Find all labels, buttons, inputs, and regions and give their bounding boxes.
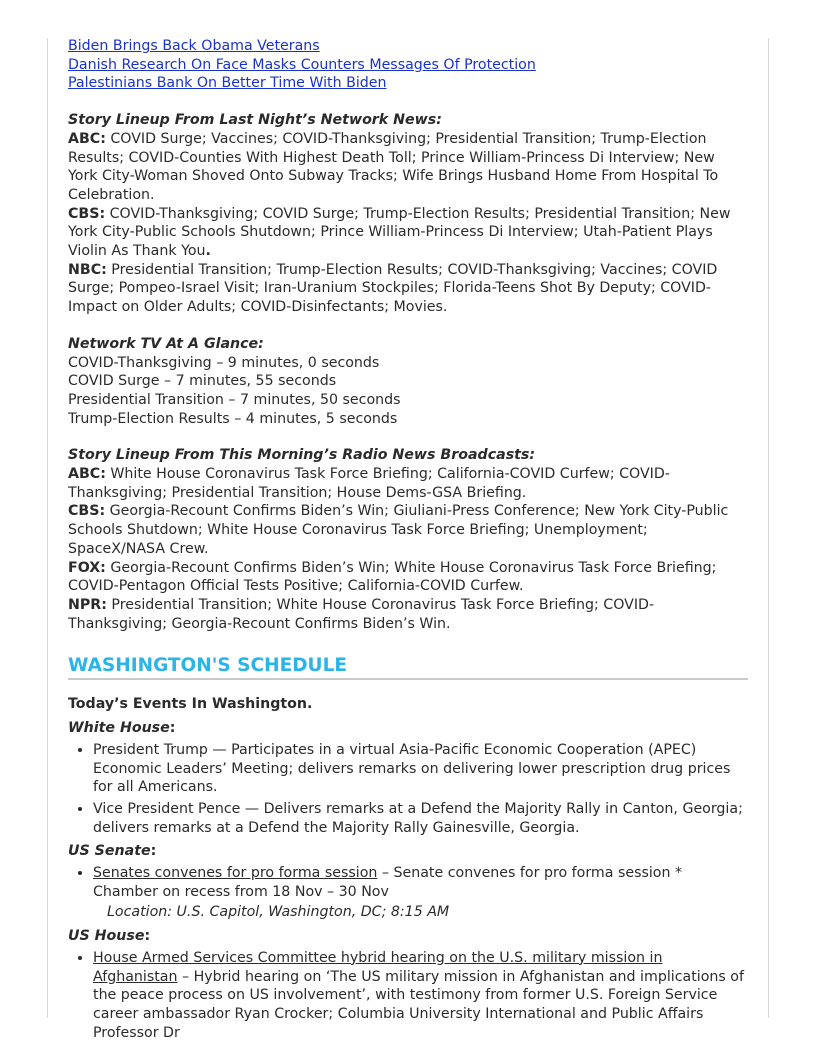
network-abc-entry [68, 130, 748, 205]
radio-cbs-text: Georgia-Recount Confirms Biden’s Win; Giuliani-Press Conference; New York City-Public Schools Shutdown; White House Coronavirus Task Force Briefing; Unemployment; SpaceX/NASA Crew. [68, 503, 729, 557]
radio-npr-label: NPR: [68, 596, 107, 613]
radio-fox-label: FOX: [68, 559, 106, 576]
us-senate-label: US Senate [68, 843, 151, 860]
us-house-list [68, 949, 748, 1043]
glance-heading: Network TV At A Glance: [68, 335, 264, 352]
top-links [68, 37, 748, 93]
glance-line: COVID-Thanksgiving – 9 minutes, 0 seconds [68, 354, 380, 371]
radio-cbs-label: CBS: [68, 503, 106, 520]
network-abc-label: ABC: [68, 130, 106, 147]
list-item [93, 949, 748, 1043]
radio-abc-label: ABC: [68, 466, 106, 483]
us-senate-colon: : [150, 843, 157, 860]
us-house-label: US House [68, 928, 145, 945]
white-house-colon: : [169, 720, 176, 737]
house-hearing-link[interactable]: House Armed Services Committee hybrid hearing on the U.S. military mission in Afghanistan [93, 949, 663, 985]
network-cbs-period: . [205, 243, 211, 260]
radio-news-lineup [68, 446, 748, 633]
white-house-label: White House [68, 720, 170, 737]
network-tv-glance [68, 335, 748, 429]
white-house-heading [68, 719, 748, 738]
senate-session-link[interactable]: Senates convenes for pro forma session [93, 865, 378, 882]
network-news-lineup [68, 111, 748, 317]
network-cbs-label: CBS: [68, 205, 106, 222]
glance-line: Trump-Election Results – 4 minutes, 5 seconds [68, 410, 398, 427]
radio-npr-text: Presidential Transition; White House Coronavirus Task Force Briefing; COVID-Thanksgiving; Georgia-Recount Confirms Biden’s Win. [68, 596, 655, 632]
network-nbc-entry [68, 261, 748, 317]
network-cbs-entry [68, 205, 748, 261]
us-house-colon: : [144, 928, 151, 945]
us-senate-heading [68, 842, 748, 861]
senate-location: Location: U.S. Capitol, Washington, DC; 8:15 AM [107, 904, 450, 921]
network-news-heading: Story Lineup From Last Night’s Network News: [68, 112, 442, 129]
link-biden-obama-veterans[interactable]: Biden Brings Back Obama Veterans [68, 38, 320, 54]
glance-line: COVID Surge – 7 minutes, 55 seconds [68, 373, 337, 390]
radio-abc-text: White House Coronavirus Task Force Briefing; California-COVID Curfew; COVID-Thanksgiving; Presidential Transition; House Dems-GSA Briefing. [68, 466, 670, 501]
washington-schedule-title: WASHINGTON'S SCHEDULE [68, 655, 748, 680]
senate-session-text: – Senate convenes for pro forma session * Chamber on recess from 18 Nov – 30 Nov [93, 865, 683, 900]
house-hearing-text: – Hybrid hearing on ‘The US military mission in Afghanistan and implications of the peace process on US involvement’, with testimony from former U.S. Foreign Service career ambassador Ryan Crocker; Columbia University International and Public Affairs Professor Dr [93, 968, 744, 1041]
network-nbc-text: Presidential Transition; Trump-Election Results; COVID-Thanksgiving; Vaccines; COVID Surge; Pompeo-Israel Visit; Iran-Uranium Stockpiles; Florida-Teens Shot By Deputy; COVID-Impact on Older Adults; COVID-Disinfectants; Movies. [68, 261, 718, 316]
list-item: • Vice President Pence — Delivers remarks at a Defend the Majority Rally in Canton, Georgia; delivers remarks at a Defend the Majority Rally Gainesville, Georgia. [93, 800, 748, 837]
radio-fox-entry [68, 559, 748, 596]
list-item [93, 864, 748, 922]
radio-cbs-entry [68, 502, 748, 558]
newsletter-content [68, 37, 748, 1045]
network-nbc-label: NBC: [68, 261, 107, 278]
network-cbs-text: COVID-Thanksgiving; COVID Surge; Trump-Election Results; Presidential Transition; New York City-Public Schools Shutdown; Prince William-Princess Di Interview; Utah-Patient Plays Violin As Thank You [68, 205, 731, 260]
list-item: • President Trump — Participates in a virtual Asia-Pacific Economic Cooperation (APEC) Economic Leaders’ Meeting; delivers remarks on delivering lower prescription drug prices for all Americans. [93, 741, 748, 797]
left-page-rule [47, 38, 48, 1018]
us-senate-list [68, 864, 748, 922]
link-danish-face-masks[interactable]: Danish Research On Face Masks Counters Messages Of Protection [68, 56, 536, 73]
radio-heading: Story Lineup From This Morning’s Radio News Broadcasts: [68, 447, 536, 464]
network-abc-text: COVID Surge; Vaccines; COVID-Thanksgiving; Presidential Transition; Trump-Election Results; COVID-Counties With Highest Death Toll; Prince William-Princess Di Interview; New York City-Woman Shoved Onto Subway Tracks; Wife Brings Husband Home From Hospital To Celebration. [68, 130, 719, 203]
radio-fox-text: Georgia-Recount Confirms Biden’s Win; White House Coronavirus Task Force Briefing; COVID-Pentagon Official Tests Positive; California-COVID Curfew. [68, 559, 717, 595]
white-house-list [68, 741, 748, 838]
radio-npr-entry [68, 596, 748, 633]
events-title: Today’s Events In Washington. [68, 696, 313, 713]
link-palestinians-biden[interactable]: Palestinians Bank On Better Time With Biden [68, 75, 387, 92]
us-house-heading [68, 927, 748, 946]
radio-abc-entry [68, 465, 748, 502]
glance-line: Presidential Transition – 7 minutes, 50 seconds [68, 391, 401, 408]
right-page-rule [768, 38, 769, 1018]
